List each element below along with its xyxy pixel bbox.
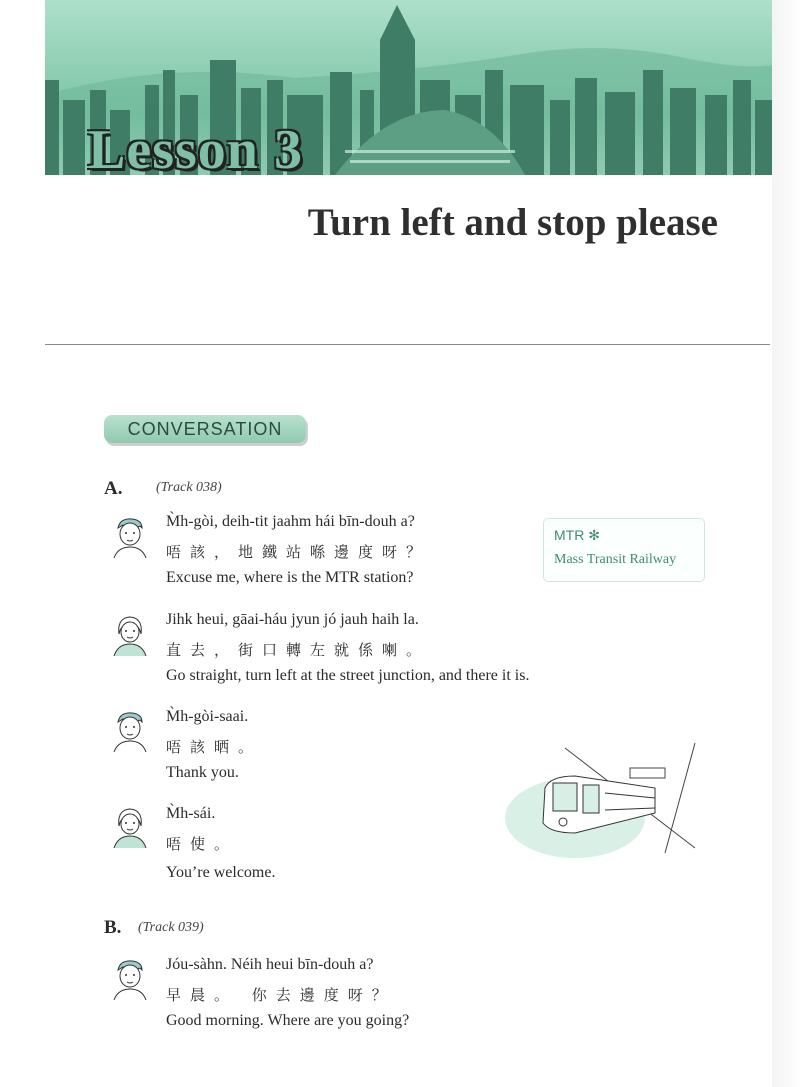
lesson-subtitle: Turn left and stop please xyxy=(307,201,718,244)
english-translation: Go straight, turn left at the street junction, and there it is. xyxy=(166,667,530,684)
romanization: Jóu-sàhn. Néih heui bīn-douh a? xyxy=(166,956,374,973)
page-edge xyxy=(772,0,800,1087)
section-a-track: (Track 038) xyxy=(156,480,222,495)
english-translation: Excuse me, where is the MTR station? xyxy=(166,569,414,586)
woman-speaker-icon xyxy=(108,612,152,656)
section-b-track: (Track 039) xyxy=(138,920,204,935)
chinese-text: 唔使。 xyxy=(166,835,239,853)
chinese-text: 直去，街口轉左就係喇。 xyxy=(166,641,431,659)
divider xyxy=(45,344,770,345)
romanization: M̀h-gòi-saai. xyxy=(166,708,249,725)
mtr-subtitle: Mass Transit Railway xyxy=(554,552,677,567)
section-a-label: A. xyxy=(104,478,123,499)
romanization: Jihk heui, gāai-háu jyun jó jauh haih la. xyxy=(166,611,419,628)
chinese-text: 唔該，地鐵站喺邊度呀？ xyxy=(166,543,431,561)
english-translation: Good morning. Where are you going? xyxy=(166,1012,410,1029)
lesson-title: Lesson 3 xyxy=(88,119,303,181)
man-speaker-icon xyxy=(108,708,152,752)
train-illustration xyxy=(505,738,705,858)
man-speaker-icon xyxy=(108,956,152,1000)
chinese-text: 早晨。 你去邊度呀？ xyxy=(166,986,396,1004)
mtr-title xyxy=(554,527,600,544)
section-b-label: B. xyxy=(104,917,122,938)
english-translation: Thank you. xyxy=(166,764,239,781)
english-translation: You’re welcome. xyxy=(166,864,276,881)
conversation-tab: CONVERSATION xyxy=(104,415,306,443)
chinese-text: 唔該晒。 xyxy=(166,738,263,756)
mtr-title-text: MTR xyxy=(554,527,585,543)
woman-speaker-icon xyxy=(108,804,152,848)
romanization: M̀h-sái. xyxy=(166,805,216,822)
mtr-logo-icon: ✻ xyxy=(588,527,600,543)
mtr-note-box xyxy=(543,518,705,582)
man-speaker-icon xyxy=(108,514,152,558)
romanization: M̀h-gòi, deih-tit jaahm hái bīn-douh a? xyxy=(166,513,415,530)
